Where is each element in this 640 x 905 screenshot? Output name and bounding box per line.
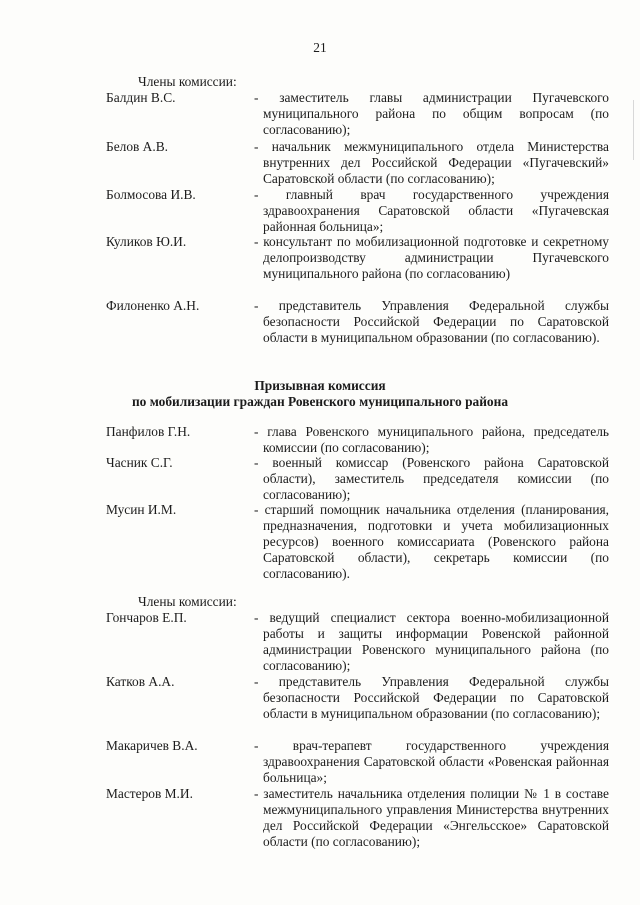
member-name: Панфилов Г.Н. <box>106 424 191 439</box>
commission-heading-line2: по мобилизации граждан Ровенского муниципального района <box>131 394 509 409</box>
member-description: - консультант по мобилизационной подготовке и секретному делопроизводству администрации Пугачевского муниципального района (по согласованию) <box>254 234 609 281</box>
section1-members-label: Члены комиссии: <box>138 74 237 89</box>
member-description: - главный врач государственного учреждения здравоохранения Саратовской области «Пугачевская районная больница»; <box>254 187 609 234</box>
member-name: Макаричев В.А. <box>106 738 198 753</box>
member-description: - начальник межмуниципального отдела Министерства внутренних дел Российской Федерации «Пугачевский» Саратовской области (по согласованию); <box>254 139 609 186</box>
member-name: Часник С.Г. <box>106 455 173 470</box>
member-description: - заместитель начальника отделения полиции № 1 в составе межмуниципального управления Министерства внутренних дел Российской Федерации «Энгельсское» Саратовской области (по согласованию); <box>254 786 609 849</box>
member-name: Катков А.А. <box>106 674 175 689</box>
member-description: - заместитель главы администрации Пугачевского муниципального района по общим вопросам (по согласованию); <box>254 90 609 137</box>
section2-members-label: Члены комиссии: <box>138 594 237 609</box>
page-number: 21 <box>313 40 327 55</box>
member-description: - представитель Управления Федеральной службы безопасности Российской Федерации по Саратовской области в муниципальном образовании (по согласованию). <box>254 298 609 345</box>
member-name: Белов А.В. <box>106 139 168 154</box>
member-description: - глава Ровенского муниципального района, председатель комиссии (по согласованию); <box>254 424 609 455</box>
member-name: Мусин И.М. <box>106 502 177 517</box>
member-description: - врач-терапевт государственного учреждения здравоохранения Саратовской области «Ровенская районная больница»; <box>254 738 609 785</box>
member-description: - военный комиссар (Ровенского района Саратовской области), заместитель председателя комиссии (по согласованию); <box>254 455 609 502</box>
member-description: - представитель Управления Федеральной службы безопасности Российской Федерации по Саратовской области в муниципальном образовании (по согласованию); <box>254 674 609 721</box>
member-name: Мастеров М.И. <box>106 786 193 801</box>
member-name: Гончаров Е.П. <box>106 610 187 625</box>
member-description: - ведущий специалист сектора военно-мобилизационной работы и защиты информации Ровенской районной администрации Ровенского муниципального района (по согласованию); <box>254 610 609 673</box>
member-name: Куликов Ю.И. <box>106 234 187 249</box>
member-description: - старший помощник начальника отделения (планирования, предназначения, подготовки и учета мобилизационных ресурсов) военного комиссариата (Ровенского района Саратовской области), секретарь комиссии (по согласованию). <box>254 502 609 581</box>
commission-heading-line1: Призывная комиссия <box>254 378 386 393</box>
member-name: Филоненко А.Н. <box>106 298 200 313</box>
member-name: Болмосова И.В. <box>106 187 196 202</box>
scan-edge-mark <box>633 100 634 160</box>
member-name: Балдин В.С. <box>106 90 176 105</box>
